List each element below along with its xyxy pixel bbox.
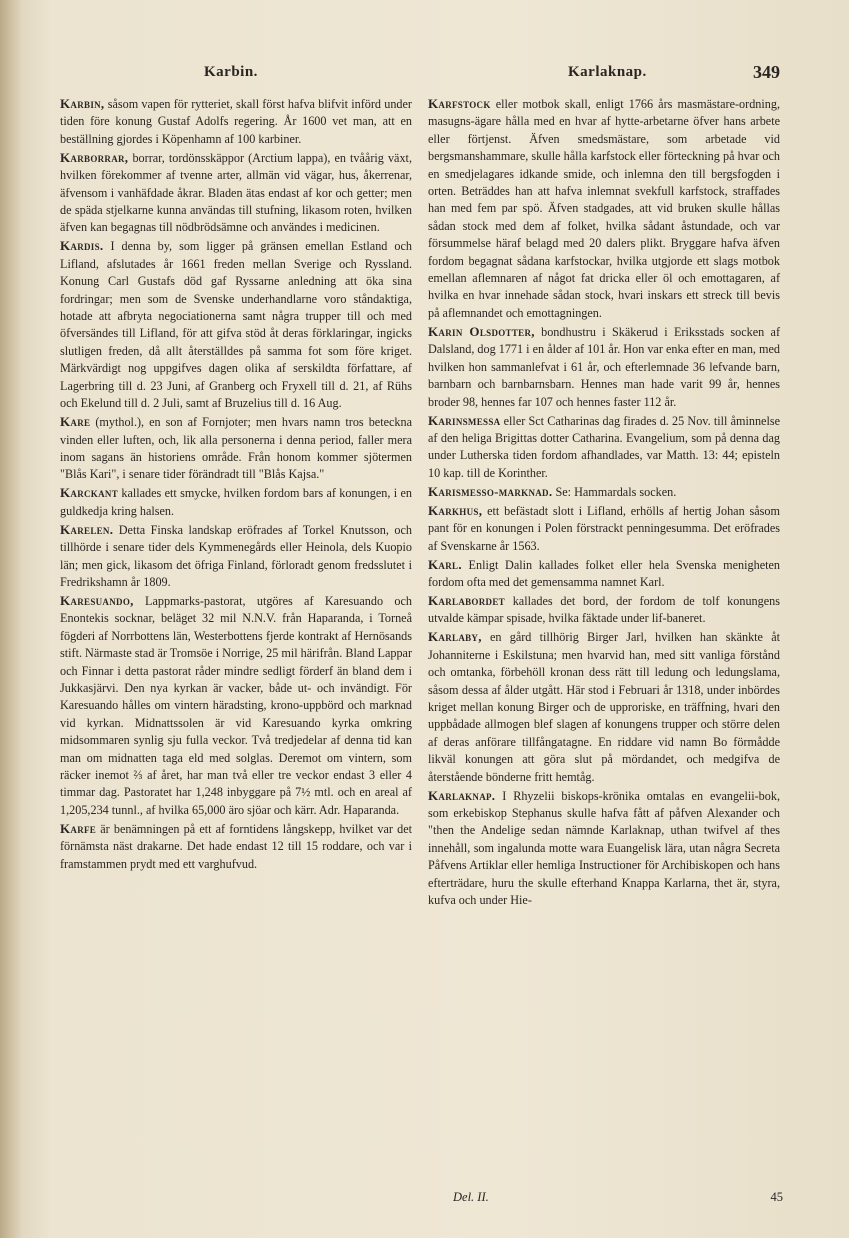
volume-label: Del. II.	[453, 1190, 489, 1204]
headword: Karin Olsdotter,	[428, 323, 535, 339]
entry	[60, 237, 412, 412]
entry-text: är benämningen på ett af forntidens långskepp, hvilket var det förnämsta näst drakarne. Det hade endast 12 till 15 roddare, och var i framstammen prydt med ett varghufvud.	[60, 821, 412, 871]
headword: Kare	[60, 414, 91, 430]
entry-text: eller Sct Catharinas dag firades d. 25 Nov. till åminnelse af den heliga Brigittas dotter Catharina. Evangelium, som på denna dag under Lutherska tiden fordom afhandlades, var Matth. 13: 44; episteln 10 kap. till de Korinther.	[428, 413, 780, 480]
entry-text: Detta Finska landskap eröfrades af Torkel Knutsson, och tillhörde i senare tider dels Kymmenegårds eller Heinola, dels Kuopio län; men gick, likasom det öfriga Finland, förloradt genom fredsslutet i Fredrikshamn år 1809.	[60, 522, 412, 589]
entry	[60, 820, 412, 873]
headword: Karlaby,	[428, 629, 482, 645]
entry-text: I Rhyzelii biskops-krönika omtalas en evangelii-bok, som erkebiskop Stephanus skulle hafva fått af påfven Alexander och "then the Andelige sedan nämnde Karlaknap, uthan twifvel af thes innehåll, som ingalunda motte wara Euangelisk lära, utan några Secreta Påfvens Artiklar eller hemliga Instructioner för Archibiskopen och hans efterträdare, huru the skulle efterhand Knappa Karlarna, thet är, styra, kufva och under Hie-	[428, 788, 780, 908]
running-header	[60, 62, 780, 86]
entry-text: kallades ett smycke, hvilken fordom bars af konungen, i en guldkedja kring halsen.	[60, 486, 412, 518]
entry-text: kallades det bord, der fordom de tolf konungens utvalde kämpar spisade, hvilka fäktade under lif-baneret.	[428, 593, 780, 626]
headword: Karesuando,	[60, 592, 134, 608]
headword: Karfe	[60, 820, 97, 836]
headword: Kardis.	[60, 238, 104, 254]
entry	[60, 592, 412, 819]
signature-mark: 45	[770, 1190, 783, 1204]
page-footer	[453, 1190, 783, 1210]
headword: Karbin,	[60, 96, 105, 111]
entry-text: en gård tillhörig Birger Jarl, hvilken han skänkte åt Johanniterne i Eskilstuna; men hvarvid han, med sitt vanliga förstånd och omtanka, förbehöll kronan dess rätt till ledung och ledungslama, såsom dessa af ålder utgått. Här stod i Februari år 1318, under inbördes kriget mellan konung Birger och de upproriske, en träffning, hvari den uppbådade allmogen blef slagen af konungens trupper och större delen af deras anförare tillfångatagne. En riddare vid namn Bo förmådde likväl konungen att göra slut på mördandet, och medgifva de återstående bönderne fritt hemtåg.	[428, 630, 780, 784]
entry	[428, 556, 780, 592]
entry	[60, 484, 412, 520]
entry-text: ett befästadt slott i Lifland, erhölls af hertig Johan såsom pant för en konungen i Polen förstrackt penningesumma. Det eröfrades af Svenskarne år 1563.	[428, 503, 780, 553]
entry-text: borrar, tordönsskäppor (Arctium lappa), en tvåårig växt, hvilken förekommer af tvenne arter, allmän vid vägar, hus, åkerrenar, äfvensom i vanhäfdade åkrar. Bladen ätas endast af kor och getter; men de späda stjelkarne kunna användas till stufning, likasom roten, hvilken äfven kan begagnas till nödbrödsämne och användes i medicinen.	[60, 150, 412, 235]
entry-text: Lappmarks-pastorat, utgöres af Karesuando och Enontekis socknar, beläget 32 mil N.N.V. från Haparanda, i Torneå fögderi af Norrbottens län, Westerbottens fjerde kontrakt af Hernösands stift. Närmaste stad är Tromsöe i Norrige, 25 mil härifrån. Bland Lappar och Finnar i detta pastorat råder mindre sedligt förderf än bland dem i Jukkasjärvi. Den nya kyrkan är vacker, både ut- och invändigt. För Karesuando hålles om vintern häradsting, krono-uppbörd och marknad vid kyrkan. Midnattssolen är vid Karesuando kyrka omkring midsommaren synlig sju fulla veckor. Två tredjedelar af denna tid kan man om midnatten taga eld med solglas. Deremot om vintern, som räcker inemot ⅔ af året, har man två eller tre veckor endast 3 eller 4 timmar dag. Pastoratet har 1,248 inbyggare på 7½ mtl. och en areal af 1,205,234 tunnl., af hvilka 65,000 äro sjöar och kärr. Adr. Haparanda.	[60, 593, 413, 817]
headword: Karkhus,	[428, 502, 483, 518]
headword: Karl.	[428, 556, 462, 572]
entry-text: bondhustru i Skäkerud i Eriksstads socken af Dalsland, dog 1771 i en ålder af 101 år. Hon var enka efter en man, med hvilken hon sammanlefvat i 61 år, och efterlemnade 36 lefvande barn, barnbarn och barnbarnsbarn. Hennes man hade varit 99 år, hennes broder 98, hennes far 107 och hennes faster 112 år.	[428, 324, 781, 409]
headword: Karlabordet	[428, 592, 505, 608]
entry	[428, 787, 780, 910]
header-right-word: Karlaknap.	[568, 64, 647, 80]
header-left-word: Karbin.	[204, 64, 258, 80]
headword: Karfstock	[428, 96, 491, 111]
headword: Karborrar,	[60, 149, 129, 165]
entry	[428, 323, 780, 411]
right-column	[428, 95, 780, 910]
entry	[428, 592, 780, 628]
binding-shadow	[0, 0, 22, 1238]
entry-text: såsom vapen för rytteriet, skall först hafva blifvit införd under tiden före konung Gustaf Adolfs regering. År 1600 vet man, att en beställning gjordes i Köpenhamn af 100 karbiner.	[60, 97, 412, 146]
entry-text: Enligt Dalin kallades folket eller hela Svenska menigheten fordom ofta med det gemensamma namnet Karl.	[428, 557, 780, 589]
entry-text: I denna by, som ligger på gränsen emellan Estland och Lifland, afslutades år 1661 freden mellan Sverige och Ryssland. Konung Carl Gustafs död gaf Ryssarne anledning att öka sina fordringar; men som de Svenske underhandlarne voro ståndaktiga, hotade att afbryta negociationerna samt några trupper till och med öfversändes till Lifland, för att gifva stöd åt deras förklaringar, ingicks slutligen freden, då allt återställdes på samma fot som före kriget. Märkvärdigt nog uppgifves dagen olika af serskildta författare, af Lagerbring till d. 23 Juni, af Granberg och Fryxell till d. 21, af Rühs och Ekelund till d. 2 Juli, samt af Bruzelius till d. 16 Aug.	[60, 239, 412, 411]
entry	[428, 95, 780, 322]
headword: Karismesso-marknad.	[428, 483, 553, 499]
page-number: 349	[753, 62, 780, 82]
entry	[60, 413, 412, 484]
left-column	[60, 95, 412, 874]
entry-text: Se: Hammardals socken.	[552, 484, 677, 499]
entry	[428, 412, 780, 483]
headword: Karckant	[60, 485, 119, 501]
headword: Karelen.	[60, 521, 114, 537]
entry	[428, 483, 780, 501]
headword: Karinsmessa	[428, 412, 501, 428]
entry	[60, 149, 412, 237]
entry	[60, 95, 412, 148]
headword: Karlaknap.	[428, 787, 496, 803]
entry	[60, 521, 412, 592]
entry	[428, 502, 780, 555]
entry	[428, 628, 780, 786]
entry-text: (mythol.), en son af Fornjoter; men hvars namn tros beteckna vinden eller luften, och, lik alla personerna i denna period, faller mera inom sagans än historiens område. Från honom kommer sjötermen "Blås Kari", i senare tider förändradt till "Blås Kajsa."	[60, 415, 412, 482]
entry-text: eller motbok skall, enligt 1766 års masmästare-ordning, masugns-ägare hålla med en hvar af hytte-arbetarne öfver hans arbete eller förtjenst. Äfven smedsmästare, som arbetade vid bergsmanshammare, skulle hålla karfstock eller förteckning på hvar och en smedjelagares idkande smide, och inlemna den till bergsfogden i orten. Beträddes han att hafva inlemnat svekfull karfstock, straffades han med fem par spö. Äfven stadgades, att vid bruken skulle hållas sådan stock med dem af folket, hvilka sådant åstundade, och var försummelse häraf belagd med 20 dalers plikt. Bryggare hafva äfven fordom begagnat sådana karfstockar, hvilka utgjorde ett slags motbok emellan aflemnaren af något fat dricka eller öl och emottagaren, af hvilka en hvar innehade sådan stock, hvari inskars ett streck till bevis på aflemnandet och emottagningen.	[428, 97, 780, 320]
